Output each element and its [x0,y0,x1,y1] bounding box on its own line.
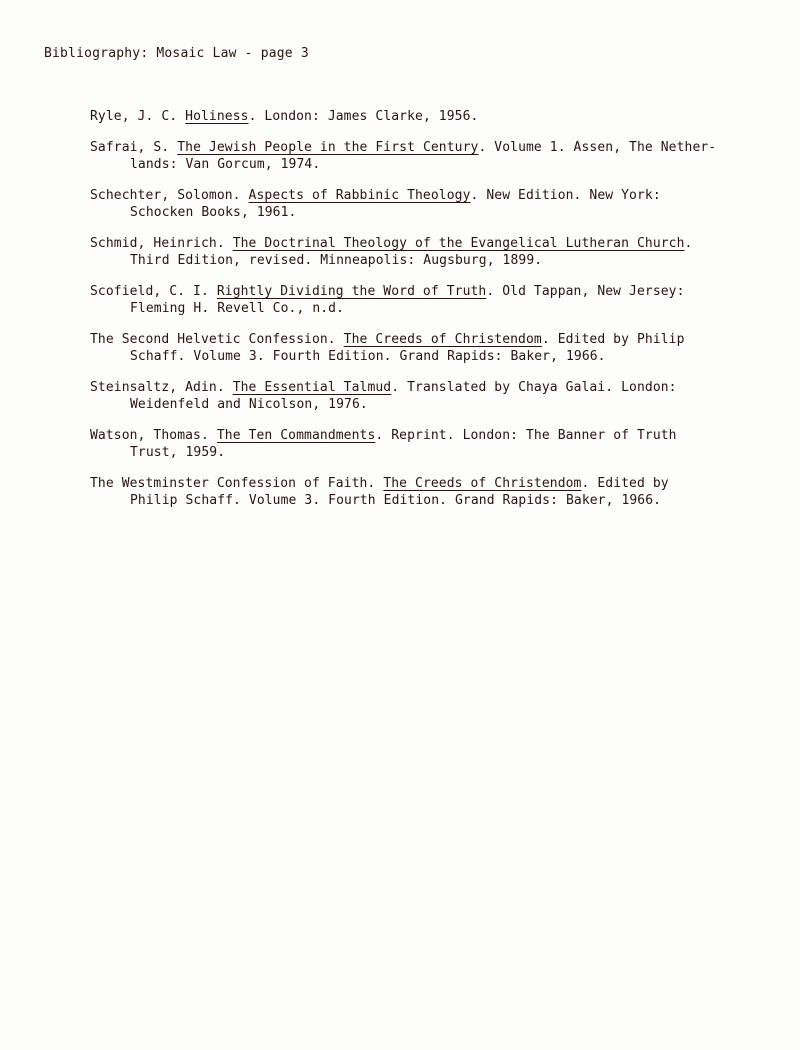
entry-title: Holiness [185,109,249,124]
entry-author: Schmid, Heinrich. [90,236,225,251]
entry-author: Watson, Thomas. [90,428,209,443]
bibliography-entry [90,331,750,365]
entry-author: Safrai, S. [90,140,170,155]
bibliography-entry [90,283,750,317]
entry-author: The Westminster Confession of Faith. [90,476,376,491]
entry-author: The Second Helvetic Confession. [90,332,336,347]
entry-first-line [90,427,750,444]
entry-details: . Edited by [581,476,669,491]
entry-title: The Jewish People in the First Century [177,140,479,155]
entry-details: . Translated by Chaya Galai. London: [391,380,677,395]
entry-first-line [90,139,750,156]
entry-author: Scofield, C. I. [90,284,209,299]
entry-details: . Reprint. London: The Banner of Truth [375,428,677,443]
entry-continuation: Fleming H. Revell Co., n.d. [130,301,345,316]
entry-continuation: Schocken Books, 1961. [130,205,297,220]
page-header: Bibliography: Mosaic Law - page 3 [44,46,309,61]
entry-title: Rightly Dividing the Word of Truth [216,284,487,299]
entry-first-line [90,475,750,492]
entry-author: Steinsaltz, Adin. [90,380,225,395]
entry-first-line [90,379,750,396]
entry-details: . London: James Clarke, 1956. [248,109,479,124]
entry-details: . New Edition. New York: [470,188,661,203]
entry-details: . Old Tappan, New Jersey: [486,284,685,299]
entry-continuation: Trust, 1959. [130,445,226,460]
entry-details: . Edited by Philip [541,332,685,347]
entry-details: . Volume 1. Assen, The Nether- [478,140,717,155]
entry-continuation: Schaff. Volume 3. Fourth Edition. Grand Rapids: Baker, 1966. [130,349,606,364]
entry-title: Aspects of Rabbinic Theology [248,188,471,203]
bibliography-entry [90,379,750,413]
entry-title: The Creeds of Christendom [383,476,582,491]
bibliography-entry [90,235,750,269]
entry-author: Ryle, J. C. [90,109,178,124]
entry-continuation: Third Edition, revised. Minneapolis: Augsburg, 1899. [130,253,543,268]
entry-first-line [90,283,750,300]
entry-first-line [90,235,750,252]
entry-first-line [90,331,750,348]
entry-continuation: Philip Schaff. Volume 3. Fourth Edition. Grand Rapids: Baker, 1966. [130,493,662,508]
entry-title: The Essential Talmud [232,380,392,395]
entry-title: The Doctrinal Theology of the Evangelical Lutheran Church [232,236,685,251]
entry-continuation: Weidenfeld and Nicolson, 1976. [130,397,368,412]
bibliography-entry [90,475,750,509]
entry-title: The Creeds of Christendom [343,332,542,347]
entry-first-line [90,187,750,204]
bibliography-entry [90,427,750,461]
entry-details: . [684,236,693,251]
bibliography-entry [90,108,750,125]
bibliography-list [90,108,750,523]
entry-first-line [90,108,750,125]
bibliography-entry [90,187,750,221]
entry-title: The Ten Commandments [216,428,376,443]
entry-continuation: lands: Van Gorcum, 1974. [130,157,321,172]
bibliography-entry [90,139,750,173]
entry-author: Schechter, Solomon. [90,188,241,203]
